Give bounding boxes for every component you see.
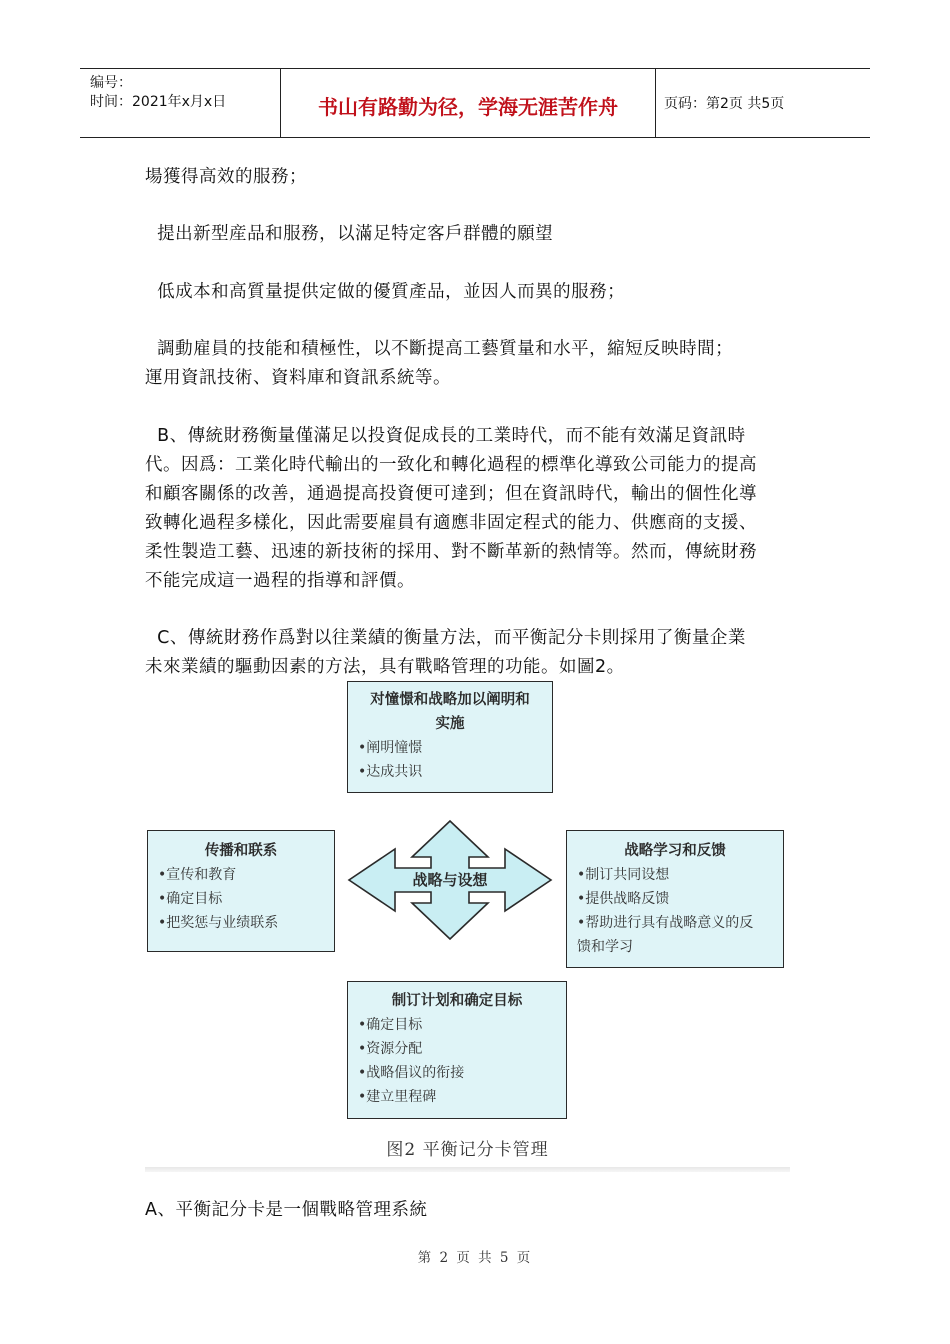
communication-box-item: •宣传和教育 xyxy=(158,867,237,883)
paragraph-line: 運用資訊技術、資料庫和資訊系統等。 xyxy=(145,368,451,388)
learning-box-item: •制订共同设想 xyxy=(577,867,670,883)
communication-box-item: •确定目标 xyxy=(158,891,223,907)
paragraph-line: 調動雇員的技能和積極性，以不斷提高工藝質量和水平，縮短反映時間； xyxy=(145,339,734,359)
balanced-scorecard-figure xyxy=(145,681,790,1174)
vision-box-item: •阐明憧憬 xyxy=(358,740,423,756)
page-footer: 第 2 页 共 5 页 xyxy=(417,1250,533,1266)
vision-box xyxy=(347,681,553,793)
header-motto-cell xyxy=(280,69,656,137)
header-info-cell xyxy=(80,69,280,137)
number-label: 编号： xyxy=(90,75,132,91)
paragraph-line: 低成本和高質量提供定做的優質產品，並因人而異的服務； xyxy=(145,282,626,302)
paragraph-line: 不能完成這一過程的指導和評價。 xyxy=(145,571,415,591)
vision-box-item: •达成共识 xyxy=(358,764,423,780)
motto: 书山有路勤为径，学海无涯苦作舟 xyxy=(318,95,618,119)
paragraph-line: 柔性製造工藝、迅速的新技術的採用、對不斷革新的熱情等。然而，傳統財務 xyxy=(145,542,757,562)
page-header xyxy=(80,68,870,138)
paragraph-line: B、傳統財務衡量僅滿足以投資促成長的工業時代，而不能有效滿足資訊時 xyxy=(145,426,746,446)
paragraph-line: 致轉化過程多樣化，因此需要雇員有適應非固定程式的能力、供應商的支援、 xyxy=(145,513,757,533)
paragraph-line: A、平衡記分卡是一個戰略管理系統 xyxy=(145,1200,428,1220)
paragraph-line: 提出新型産品和服務，以滿足特定客戶群體的願望 xyxy=(145,224,554,244)
paragraph-line: 和顧客關係的改善，通過提高投資便可達到；但在資訊時代，輸出的個性化導 xyxy=(145,484,757,504)
communication-box xyxy=(147,830,335,952)
paragraph-line: 場獲得高效的服務； xyxy=(145,167,307,187)
strategy-center-label: 战略与设想 xyxy=(412,871,488,889)
planning-box-item: •战略倡议的衔接 xyxy=(358,1065,465,1081)
vision-box-title-cont: 实施 xyxy=(435,715,465,732)
communication-box-item: •把奖惩与业绩联系 xyxy=(158,915,279,931)
planning-box xyxy=(347,981,567,1119)
planning-box-title: 制订计划和确定目标 xyxy=(391,992,523,1009)
header-page-cell xyxy=(656,69,870,137)
paragraph-line: C、傳統財務作爲對以往業績的衡量方法，而平衡記分卡則採用了衡量企業 xyxy=(145,628,746,648)
vision-box-title: 对憧憬和战略加以阐明和 xyxy=(370,691,530,708)
paragraph-line: 代。因爲：工業化時代輸出的一致化和轉化過程的標準化導致公司能力的提高 xyxy=(145,455,757,475)
planning-box-item: •建立里程碑 xyxy=(358,1089,437,1105)
learning-box-item: •帮助进行具有战略意义的反 xyxy=(577,915,754,931)
planning-box-item: •确定目标 xyxy=(358,1017,423,1033)
learning-box-item: •提供战略反馈 xyxy=(577,891,670,907)
paragraph-line: 未來業績的驅動因素的方法，具有戰略管理的功能。如圖2。 xyxy=(145,657,625,677)
figure-bottom-divider xyxy=(145,1167,790,1172)
date-label: 时间：2021年x月x日 xyxy=(90,94,227,110)
communication-box-title: 传播和联系 xyxy=(204,842,278,859)
page-label: 页码：第2页 共5页 xyxy=(664,96,785,112)
learning-box-item: 馈和学习 xyxy=(577,939,633,955)
learning-box xyxy=(566,830,784,968)
planning-box-item: •资源分配 xyxy=(358,1041,423,1057)
learning-box-title: 战略学习和反馈 xyxy=(624,842,726,859)
figure-caption: 图2 平衡记分卡管理 xyxy=(386,1140,549,1160)
